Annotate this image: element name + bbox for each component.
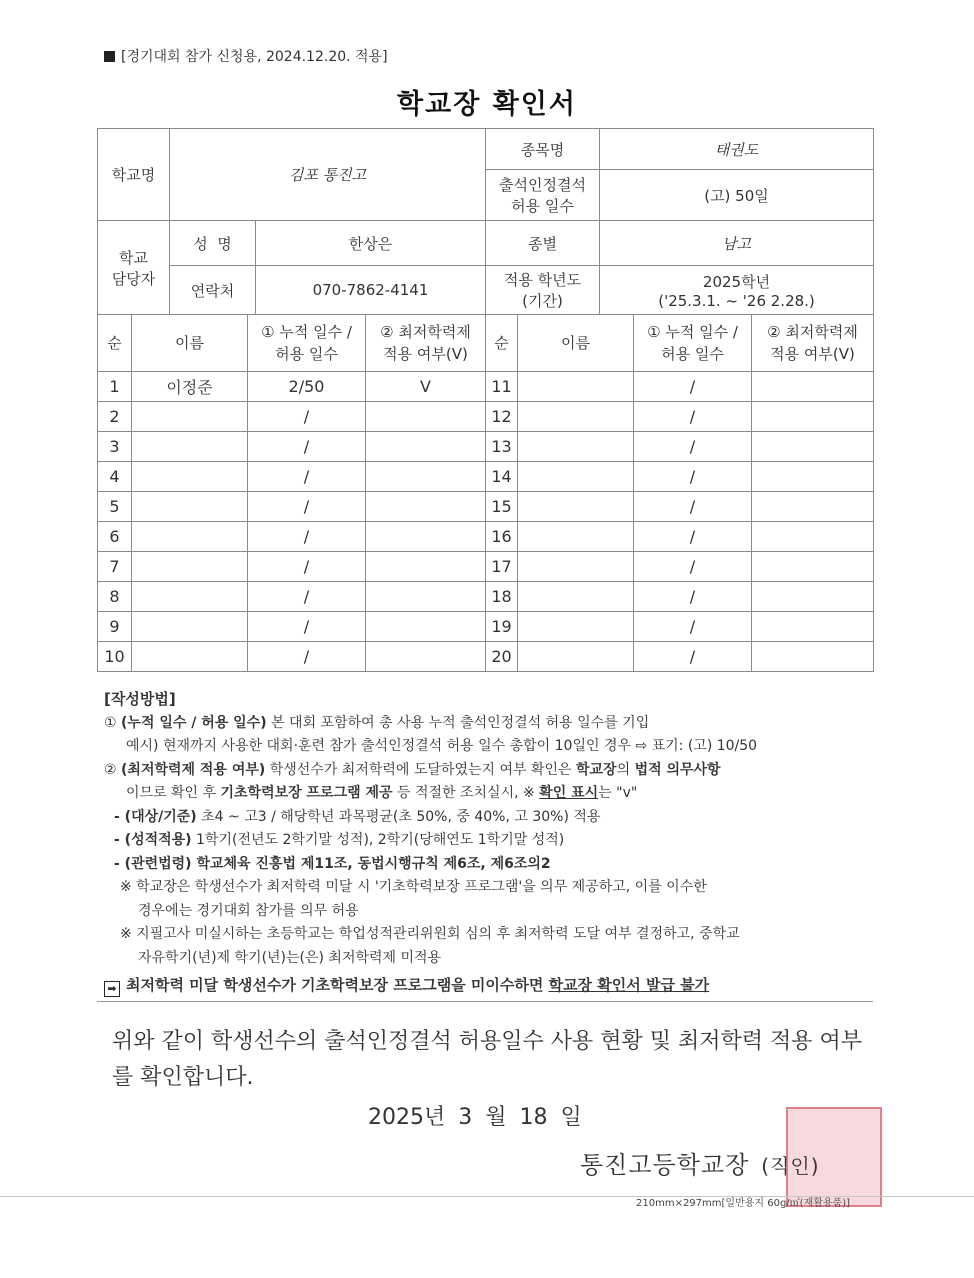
row-number: 11 [486,372,518,402]
instruction-2 [104,759,874,783]
warning-text: 최저학력 미달 학생선수가 기초학력보장 프로그램을 미이수하면 [126,976,549,994]
row-number: 18 [486,582,518,612]
header-min-line1: ② 최저학력제 [767,323,858,341]
instruction-1-bold: (누적 일수 / 허용 일수) [121,714,267,731]
row-number: 10 [98,642,132,672]
instruction-2-line2-b: 등 적절한 조치실시, ※ [392,785,540,801]
row-days: / [248,432,366,462]
row-number: 15 [486,492,518,522]
row-check [366,432,486,462]
category-value: 남고 [600,221,874,266]
row-name [518,432,634,462]
row-number: 19 [486,612,518,642]
writing-instructions [104,688,874,998]
header-days-left [248,315,366,372]
header-days-right [634,315,752,372]
row-name [132,552,248,582]
instruction-2-line2-bold: 기초학력보장 프로그램 제공 [220,785,393,801]
manager-label-line1: 학교 [119,248,148,267]
row-number: 5 [98,492,132,522]
row-number: 9 [98,612,132,642]
instruction-2-bold: (최저학력제 적용 여부) [121,761,266,778]
special-note-1-line2: 경우에는 경기대회 참가를 의무 허용 [138,902,359,919]
confirmation-statement: 위와 같이 학생선수의 출석인정결석 허용일수 사용 현황 및 최저학력 적용 여부를 확인합니다. [112,1029,862,1090]
row-check [366,642,486,672]
category-label: 종별 [486,221,600,266]
period-value: ('25.3.1. ~ '26 2.28.) [658,291,815,310]
row-number: 2 [98,402,132,432]
paper-spec-footer: 210mm×297mm[일반용지 60g/㎡(재활용품)] [636,1198,851,1209]
row-name [518,462,634,492]
allowed-days-value: (고) 50일 [600,170,874,221]
row-number: 20 [486,642,518,672]
row-name [518,642,634,672]
header-min-left [366,315,486,372]
row-days: / [248,462,366,492]
row-check [752,462,874,492]
row-name [518,522,634,552]
year-label-line2: (기간) [522,292,563,310]
instruction-1 [104,712,874,736]
year-label-line1: 적용 학년도 [503,271,582,289]
row-name [132,612,248,642]
instruction-2-text-c: 의 [616,761,635,778]
table-row [98,492,874,522]
header-days-line2: 허용 일수 [275,345,338,363]
table-row [98,462,874,492]
row-number: 17 [486,552,518,582]
detail-target-bold: - (대상/기준) [114,808,197,825]
signer [580,1145,820,1180]
year-value-line1: 2025학년 [702,272,771,291]
row-check [752,402,874,432]
row-name [132,582,248,612]
row-check [752,642,874,672]
row-name [518,612,634,642]
row-days: / [248,582,366,612]
row-number: 16 [486,522,518,552]
sport-value: 태권도 [600,129,874,170]
allowed-days-label-line2: 허용 일수 [511,197,574,215]
instruction-2-line2-a: 이므로 확인 후 [126,785,221,801]
table-row [98,582,874,612]
arrow-box-icon: ➡ [104,981,120,997]
row-number: 12 [486,402,518,432]
row-check [366,582,486,612]
row-name [132,462,248,492]
table-row [98,522,874,552]
detail-law [104,853,874,877]
row-name [132,642,248,672]
table-row [98,372,874,402]
row-number: 13 [486,432,518,462]
year-label [486,266,600,315]
detail-grades [104,829,874,853]
header-min-line1: ② 최저학력제 [380,323,471,341]
row-days: / [248,642,366,672]
instruction-2-line2-underline: 확인 표시 [539,785,599,801]
row-check [752,492,874,522]
athlete-list-table [97,314,874,672]
square-bullet-icon [104,51,115,62]
row-name [518,492,634,522]
year-value [600,266,874,315]
detail-target-text: 초4 ~ 고3 / 해당학년 과목평균(초 50%, 중 40%, 고 30%) 적용 [196,808,601,825]
instruction-2-mark: ② [104,761,117,778]
header-note-text: [경기대회 참가 신청용, 2024.12.20. 적용] [121,49,388,65]
row-days: / [634,552,752,582]
sport-label: 종목명 [486,129,600,170]
row-days: / [634,462,752,492]
row-name [132,432,248,462]
name-label: 성 명 [170,221,256,266]
row-check [752,372,874,402]
table-row [98,402,874,432]
row-days: / [634,432,752,462]
row-days: / [634,612,752,642]
instruction-2-line2 [104,782,874,806]
row-days: / [248,552,366,582]
row-name [132,402,248,432]
instruction-1-text: 본 대회 포함하여 총 사용 누적 출석인정결석 허용 일수를 기입 [266,714,650,731]
table-row [98,642,874,672]
row-number: 14 [486,462,518,492]
row-number: 1 [98,372,132,402]
row-days: / [634,582,752,612]
header-name-right: 이름 [518,315,634,372]
row-name [132,492,248,522]
warning-note [104,974,874,998]
row-number: 3 [98,432,132,462]
header-days-line1: ① 누적 일수 / [261,323,352,341]
instruction-2-text-a: 학생선수가 최저학력에 도달하였는지 여부 확인은 [265,761,576,778]
header-min-line2: 적용 여부(V) [383,345,468,363]
row-name: 이정준 [132,372,248,402]
instruction-2-line2-c: 는 "v" [598,785,638,801]
row-number: 6 [98,522,132,552]
table-row [98,552,874,582]
contact-label: 연락처 [170,266,256,315]
header-min-line2: 적용 여부(V) [770,345,855,363]
row-check [366,492,486,522]
row-days: / [248,612,366,642]
warning-underline-text: 학교장 확인서 발급 불가 [548,976,710,994]
header-no-right: 순 [486,315,518,372]
row-check [752,582,874,612]
row-check [366,522,486,552]
row-days: / [634,522,752,552]
header-note [104,46,388,66]
instructions-title: [작성방법] [104,690,176,708]
special-note-2-line2: 자유학기(년)제 학기(년)는(은) 최저학력제 미적용 [138,949,442,966]
row-check [752,432,874,462]
contact-value: 070-7862-4141 [256,266,486,315]
school-info-table [97,128,874,315]
special-note-1-line1: ※ 학교장은 학생선수가 최저학력 미달 시 '기초학력보장 프로그램'을 의무 제공하고, 이를 이수한 [120,879,707,895]
instruction-2-bold-d: 법적 의무사항 [634,761,721,778]
table-row [98,612,874,642]
row-check [366,462,486,492]
row-days: / [634,492,752,522]
name-value: 한상은 [256,221,486,266]
row-days: / [634,402,752,432]
row-name [518,552,634,582]
detail-grades-bold: - (성적적용) [114,832,192,848]
manager-label-line2: 담당자 [111,269,156,288]
seal-label: (직인) [761,1154,820,1178]
row-check [752,612,874,642]
row-number: 4 [98,462,132,492]
row-days: / [248,402,366,432]
detail-law-bold: - (관련법령) [114,855,192,872]
signer-name: 통진고등학교장 [580,1151,750,1179]
row-name [518,372,634,402]
issue-date: 2025년 3 월 18 일 [368,1105,582,1130]
row-days: / [634,372,752,402]
special-note-2-line1: ※ 지필고사 미실시하는 초등학교는 학업성적관리위원회 심의 후 최저학력 도달 여부 결정하고, 중학교 [120,926,740,942]
school-value: 김포 통진고 [170,129,486,221]
header-days-line2: 허용 일수 [661,345,724,363]
row-check [366,402,486,432]
detail-grades-text: 1학기(전년도 2학기말 성적), 2학기(당해연도 1학기말 성적) [191,832,565,848]
table-row [98,432,874,462]
instruction-2-bold-b: 학교장 [576,761,617,778]
header-days-line1: ① 누적 일수 / [647,323,738,341]
instruction-1-example: 예시) 현재까지 사용한 대회·훈련 참가 출석인정결석 허용 일수 총합이 10일인 경우 ⇨ 표기: (고) 10/50 [126,738,758,754]
row-name [132,522,248,552]
manager-label [98,221,170,315]
row-days: 2/50 [248,372,366,402]
row-check [366,612,486,642]
row-number: 7 [98,552,132,582]
instruction-1-mark: ① [104,714,117,731]
allowed-days-label-line1: 출석인정결석 [499,176,586,194]
allowed-days-label [486,170,600,221]
row-check [752,552,874,582]
row-days: / [634,642,752,672]
header-min-right [752,315,874,372]
header-name-left: 이름 [132,315,248,372]
row-days: / [248,492,366,522]
page-title: 학교장 확인서 [397,89,577,120]
row-check [366,552,486,582]
row-name [518,582,634,612]
detail-target [104,806,874,830]
row-check: V [366,372,486,402]
row-name [518,402,634,432]
detail-law-text: 학교체육 진흥법 제11조, 동법시행규칙 제6조, 제6조의2 [191,855,551,872]
row-number: 8 [98,582,132,612]
school-label: 학교명 [98,129,170,221]
row-check [752,522,874,552]
header-no-left: 순 [98,315,132,372]
divider [97,1001,873,1002]
row-days: / [248,522,366,552]
